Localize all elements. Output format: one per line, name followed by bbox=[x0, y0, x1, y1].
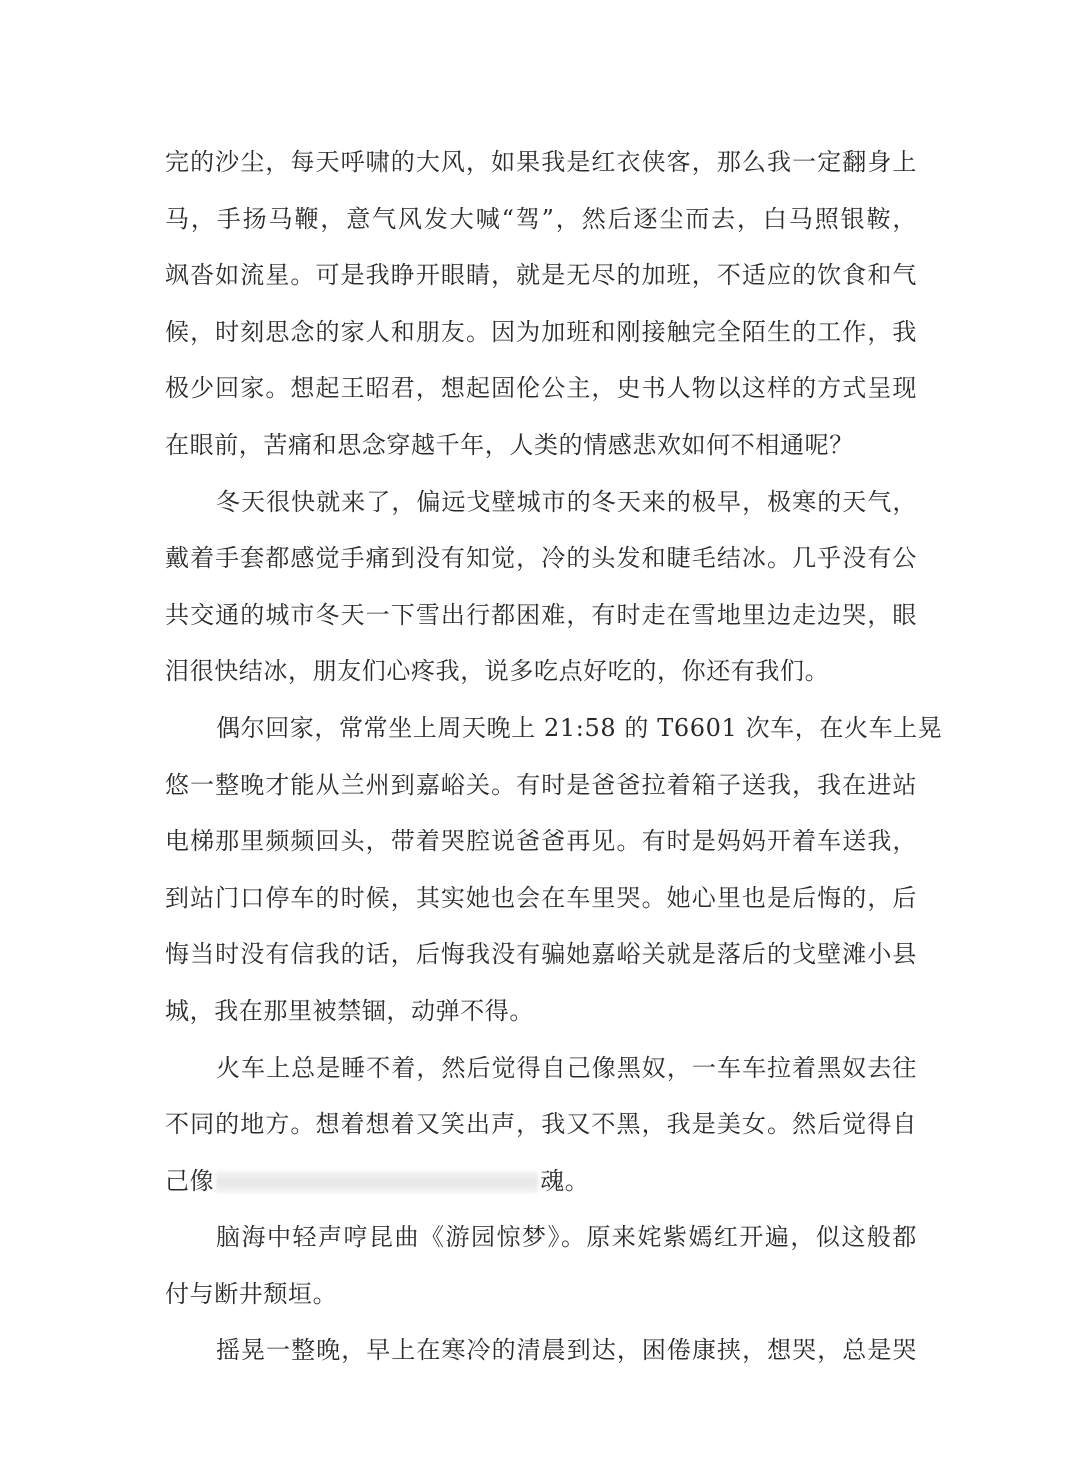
paragraph-first-line: 冬天很快就来了，偏远戈壁城市的冬天来的极早，极寒的天气， bbox=[216, 487, 917, 516]
paragraph-first-line: 火车上总是睡不着，然后觉得自己像黑奴，一车车拉着黑奴去往 bbox=[216, 1053, 917, 1082]
text-line: 极少回家。想起王昭君，想起固伦公主，史书人物以这样的方式呈现 bbox=[165, 374, 917, 403]
redacted-line-before: 己像 bbox=[165, 1166, 215, 1195]
text-line: 不同的地方。想着想着又笑出声，我又不黑，我是美女。然后觉得自 bbox=[165, 1110, 917, 1139]
redaction-blur bbox=[216, 1171, 538, 1193]
text-line: 电梯那里频频回头，带着哭腔说爸爸再见。有时是妈妈开着车送我， bbox=[165, 827, 917, 856]
text-line: 飒沓如流星。可是我睁开眼睛，就是无尽的加班，不适应的饮食和气 bbox=[165, 261, 917, 290]
text-line: 在眼前，苦痛和思念穿越千年，人类的情感悲欢如何不相通呢？ bbox=[165, 430, 854, 459]
paragraph-first-line: 偶尔回家，常常坐上周天晚上 21:58 的 T6601 次车，在火车上晃 bbox=[216, 713, 943, 742]
document-body bbox=[165, 134, 943, 1379]
text-line: 戴着手套都感觉手痛到没有知觉，冷的头发和睫毛结冰。几乎没有公 bbox=[165, 544, 917, 573]
text-line: 付与断井颓垣。 bbox=[165, 1279, 338, 1308]
text-line: 悔当时没有信我的话，后悔我没有骗她嘉峪关就是落后的戈壁滩小县 bbox=[165, 940, 917, 969]
text-line: 城，我在那里被禁锢，动弹不得。 bbox=[165, 996, 534, 1025]
redacted-text-line bbox=[165, 1153, 917, 1210]
text-line: 共交通的城市冬天一下雪出行都困难，有时走在雪地里边走边哭，眼 bbox=[165, 600, 917, 629]
paragraph-first-line: 脑海中轻声哼昆曲《游园惊梦》。原来姹紫嫣红开遍，似这般都 bbox=[216, 1223, 917, 1252]
text-line: 到站门口停车的时候，其实她也会在车里哭。她心里也是后悔的，后 bbox=[165, 883, 917, 912]
text-line: 悠一整晚才能从兰州到嘉峪关。有时是爸爸拉着箱子送我，我在进站 bbox=[165, 770, 917, 799]
text-line: 候，时刻思念的家人和朋友。因为加班和刚接触完全陌生的工作，我 bbox=[165, 317, 917, 346]
text-line: 泪很快结冰，朋友们心疼我，说多吃点好吃的，你还有我们。 bbox=[165, 657, 830, 686]
paragraph-first-line: 摇晃一整晚，早上在寒冷的清晨到达，困倦康挟，想哭，总是哭 bbox=[216, 1336, 917, 1365]
text-line: 完的沙尘，每天呼啸的大风，如果我是红衣侠客，那么我一定翻身上 bbox=[165, 148, 917, 176]
redacted-line-after: 魂。 bbox=[540, 1166, 590, 1195]
text-line: 马，手扬马鞭，意气风发大喊“驾”，然后逐尘而去，白马照银鞍， bbox=[165, 204, 917, 233]
